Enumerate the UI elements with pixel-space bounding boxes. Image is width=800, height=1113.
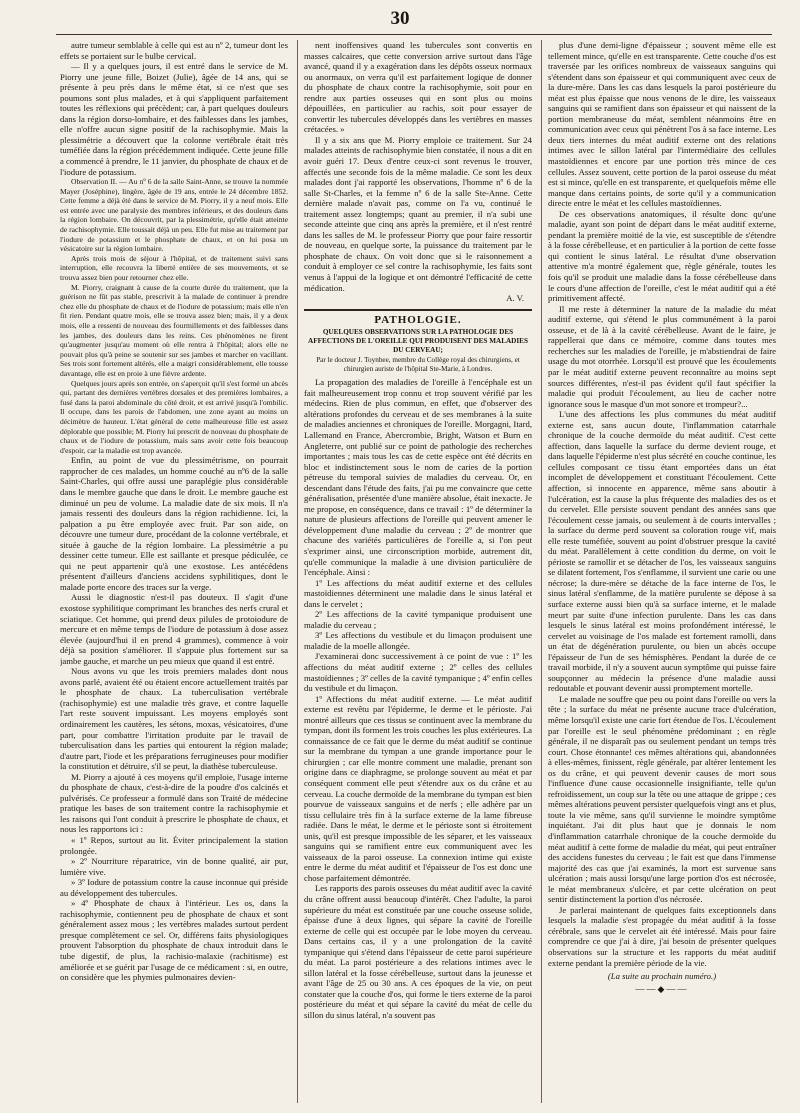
- paragraph: 1º Les affections du méat auditif externe et des cellules mastoïdiennes déterminent une maladie dans le sinus latéral et dans le cervelet ;: [304, 577, 532, 609]
- header-rule: [56, 34, 772, 35]
- paragraph: Quelques jours après son entrée, on s'aperçoit qu'il s'est formé un abcès qui, partant des dernières vertèbres dorsales et des premières lombaires, a fusé dans la paroi abdominale du côté droit, et est arrivé jusqu'à l'ombilic. Il occupe, dans les parois de l'abdomen, une zone ayant au moins un décimètre de hauteur. L'état général de cette malheureuse fille est assez déplorable que possible; M. Piorry lui prescrit de nouveau du phosphate de chaux et de l'iodure de potassium, mais sans avoir cette fois beaucoup d'espoir, car la maladie est trop avancée.: [60, 378, 288, 455]
- pathology-article-continued: [548, 40, 776, 968]
- column-middle: [304, 40, 532, 1103]
- paragraph: Observation II. — Au nº 6 de la salle Saint-Anne, se trouve la nommée Mayer (Joséphine), lingère, âgée de 19 ans, entrée le 24 décembre 1852. Cette femme a déjà été dans le service de M. Piorry, il y a neuf mois. Elle est entrée avec une paralysie des membres inférieurs, et des douleurs dans la région lombaire. On découvrit, par la plessimétrie, qu'elle était atteinte de rachisophymie. Elle toussait déjà un peu. Elle fut mise au traitement par l'iodure de potassium et le phosphate de chaux, et on lui posa un vésicatoire sur la région lombaire.: [60, 177, 288, 254]
- paragraph: Je parlerai maintenant de quelques faits exceptionnels dans lesquels la maladie s'est propagée du méat auditif à la fosse cérébrale, sans que le cervelet ait été intéressé. Mais pour faire comprendre ce que j'ai à dire, j'ai besoin de présenter quelques observations sur la structure et les rapports du méat auditif externe pendant la première période de la vie.: [548, 904, 776, 968]
- paragraph: De ces observations anatomiques, il résulte donc qu'une maladie, ayant son point de départ dans le méat auditif externe, pendant la première moitié de la vie, est susceptible de s'étendre à la fosse cérébelleuse, et en particulier à la portion de cette fosse qui contient le sinus latéral. Le résultat d'une observation attentive m'a montré également que, règle générale, toutes les fois qu'il se produit une maladie dans la fosse cérébelleuse dans le cours d'une affection de l'oreille, c'est le méat auditif qui a été primitivement affecté.: [548, 208, 776, 304]
- paragraph: 2º Les affections de la cavité tympanique produisent une maladie du cerveau ;: [304, 609, 532, 630]
- article-signature: A. V.: [506, 293, 524, 304]
- paragraph: « 1º Repos, surtout au lit. Éviter principalement la station prolongée.: [60, 835, 288, 856]
- paragraph: » 3º Iodure de potassium contre la cause inconnue qui préside au développement des tubercules.: [60, 877, 288, 898]
- paragraph: autre tumeur semblable à celle qui est au nº 2, tumeur dont les effets se portaient sur le bulbe cervical.: [60, 40, 288, 61]
- end-ornament: ——◆——: [635, 983, 689, 994]
- paragraph: Enfin, au point de vue du plessimétrisme, on pourrait rapprocher de ces malades, un homme couché au nº6 de la salle Saint-Charles, qui offre aussi une paraplégie plus considérable dans le membre gauche que dans le droit. Le membre gauche est diminué un peu de volume. La maladie date de six mois. Il n'a jamais ressenti des douleurs dans la région rachidienne. Ici, la palpation a pu être employée avec fruit. Par son aide, on découvre une tumeur dure, procédant de la colonne vertébrale, et située à gauche de la région lombaire. La plessimétrie a pu dessiner cette tumeur. Elle est saillante et presque pédiculée, ce qui ne peut appartenir qu'à une exostose. Les antécédens présentent d'ailleurs d'anciens accidens syphilitiques, dont le malade porte encore des traces sur la verge.: [60, 455, 288, 592]
- paragraph: Il y a six ans que M. Piorry emploie ce traitement. Sur 24 malades atteints de rachisophymie bien constatée, il nous a dit en avoir guéri 17. Deux d'entre ceux-ci sont revenus le trouver, affectés une seconde fois de la même maladie. Ce sont les deux malades dont j'ai rapporté les observations, l'homme nº 6 de la salle St-Charles, et la femme nº 6 de la salle Ste-Anne. Cette dernière malade n'avait pas, comme on l'a vu, continué le traitement assez longtemps; quant au premier, il n'a subi une seconde atteinte que cinq ans après la première, et il n'est rentré dans les salles de M. le professeur Piorry que pour faire ressortir de nouveau, en quelque sorte, la puissance du traitement par le phosphate de chaux. On voit donc que si le raisonnement a conduit à employer ce sel contre la rachisophymie, les faits sont venus à l'appui de la logique et ont démontré l'efficacité de cette médication.: [304, 134, 532, 293]
- column-right: [548, 40, 776, 1103]
- paragraph: — Il y a quelques jours, il est entré dans le service de M. Piorry une jeune fille, Boizet (Julie), âgée de 14 ans, qui se présente à peu près dans le même état, si ce n'est que ses poumons sont plus malades, et à qui s'appliquent parfaitement toutes les réflexions qui précèdent; car, à part quelques douleurs dans la région dorso-lombaire, et des faiblesses dans les jambes, elle n'offre aucun signe positif de la rachisophymie. Mais la plessimétrie a découvert que la colonne vertébrale était très tuméfiée dans la région précédemment indiquée. Cette jeune fille a commencé à prendre, le 11 janvier, du phosphate de chaux et de l'iodure de potassium.: [60, 61, 288, 177]
- continuation-note: (La suite au prochain numéro.): [607, 971, 717, 982]
- column-divider: [297, 40, 298, 1103]
- paragraph: 1º Affections du méat auditif externe. — Le méat auditif externe est revêtu par l'épiderme, le derme et le périoste. J'ai montré ailleurs que ces tissus se continuent avec la membrane du tympan, dont ils forment les trois couches les plus extérieures. La connaissance de ce fait que le derme du méat auditif se continue sur la membrane du tympan a une grande importance pour le chirurgien ; car elle montre comment une maladie, prenant son origine dans ce diaphragme, se prolonge souvent au méat et par conséquent comment elle peut s'étendre aux os du crâne et au cerveau. La couche dermoïde de la membrane du tympan est bien pourvue de vaisseaux sanguins et de nerfs ; elle adhère par un tissu cellulaire très fin à la surface externe de la lame fibreuse radiée. Dans le méat, le derme et le périoste sont si étroitement unis, qu'il est presque impossible de les séparer, et les vaisseaux sanguins qui se ramifient entre eux communiquent avec les vaisseaux de la paroi osseuse. La connexion intime qui existe entre le derme du méat auditif et l'épaisseur de l'os est donc une chose parfaitement démontrée.: [304, 693, 532, 883]
- paragraph: plus d'une demi-ligne d'épaisseur ; souvent même elle est tellement mince, qu'elle en est transparente. Cette couche d'os est traversée par les orifices nombreux de vaisseaux sanguins qui s'étendent dans son épaisseur et qui communiquent avec ceux de la dure-mère. Dans les cas dans lesquels la paroi postérieure du méat est plus épaisse que nous venons de le dire, les vaisseaux sanguins qui se ramifient dans son épaisseur et qui naissent de la portion membraneuse du méat, semblent néanmoins être en communication avec ceux qui pénètrent l'os à sa face interne. Les deux tiers internes du méat auditif externe ont des relations intimes avec le sillon latéral par l'intermédiaire des cellules mastoïdiennes et encore par une portion très mince de ces cellules. Assez souvent, cette portion de la paroi osseuse du méat est si mince, qu'elle en est transparente, et quelquefois même elle manque dans certains points, de sorte qu'il y a communication directe entre le méat et les cellules mastoïdiennes.: [548, 40, 776, 209]
- paragraph: M. Piorry, craignant à cause de la courte durée du traitement, que la guérison ne fût pas stable, prescrivit à la malade de continuer à prendre chez elle du phosphate de chaux et de l'iodure de potassium; mais elle n'en fit rien. Pendant quatre mois, elle se trouva assez bien; mais, il y a deux mois, elle a ressenti de nouveau des fourmillements et des faiblesses dans les jambes, des douleurs dans les reins. Ces phénomènes ne firent qu'augmenter jusqu'au moment où elle rentra à l'hôpital; alors elle ne pouvait plus qu'à peine se soutenir sur ses jambes et marcher en vacillant. Ses trois sont fortement altérés, elle a maigri considérablement, elle tousse davantage, elle est en proie à une fièvre ardente.: [60, 282, 288, 378]
- pathology-article-body: [304, 377, 532, 1020]
- column-divider: [541, 40, 542, 1103]
- section-title: PATHOLOGIE.: [304, 309, 532, 326]
- paragraph: L'une des affections les plus communes du méat auditif externe est, sans aucun doute, l'inflammation catarrhale chronique de la couche dermoïde du méat auditif. C'est cette affection, dans laquelle la surface du derme devient rouge, et dans laquelle l'épiderme n'est plus sécrété en couche continue, les cellules composant ce tissu étant emportées dans un état incomplet de développement et constituant l'écoulement. Cette affection, si innocente en apparence, même sans aboutir à l'ulcération, est la cause la plus fréquente des maladies des os et du cervelet. Elle persiste souvent pendant des années sans que l'écoulement cesse jamais, ou seulement à de courts intervalles ; la surface du derme perd souvent sa coloration rouge vif, mais elle reste tuméfiée, souvent au point d'obstruer presque la cavité du méat. Parallèlement à cette condition du derme, on voit le périoste se ramollir et se détacher de l'os, les vaisseaux sanguins se dilatent fortement, l'os s'enflamme, il survient une carie ou une nécrose; la dure-mère se détache de la face interne de l'os, le sinus latéral s'enflamme, de la matière purulente se dépose à sa surface externe aussi bien qu'à sa surface interne, et le malade meurt par suite d'une infection purulente. Dans les cas dans lesquels le sinus latéral est moins profondément intéressé, le cervelet au voisinage de l'os malade est fortement ramolli, dans un état de dégénération purulente, ou bien un abcès occupe l'épaisseur de l'un de ses hémisphères. Pendant la durée de ce travail morbide, il n'y a souvent aucun symptôme qui puisse faire soupçonner au médecin la présence d'une maladie aussi redoutable et pouvant devenir aussi promptement mortelle.: [548, 409, 776, 694]
- paragraph: nent inoffensives quand les tubercules sont convertis en masses calcaires, que cette conversion arrive surtout dans l'âge avancé, quand il y a exagération dans les dépôts osseux normaux ou anormaux, on verra qu'il est parfaitement logique de donner du phosphate de chaux contre la rachisophymie, soit pour en rendre aux parties osseuses qui en sont plus ou moins dépouillées, en particulier au rachis, soit pour essayer de convertir les tubercules développés dans les vertèbres en masses crétacées. »: [304, 40, 532, 135]
- paragraph: J'examinerai donc successivement à ce point de vue : 1º les affections du méat auditif externe ; 2º celles des cellules mastoïdiennes ; 3º celles de la cavité tympanique ; 4º enfin celles du vestibule et du limaçon.: [304, 651, 532, 694]
- paragraph: Aussi le diagnostic n'est-il pas douteux. Il s'agit d'une exostose syphilitique comprimant les branches des nerfs crural et sciatique. Cet homme, qui prend deux pilules de protoiodure de mercure et en même temps de l'iodure de potassium à dose assez élevée (aujourd'hui il en prend 4 grammes), commence à voir déjà sa position s'améliorer. Il s'appuie plus fortement sur sa jambe gauche, et marche un peu mieux que quand il est entré.: [60, 592, 288, 666]
- author-line: Par le docteur J. Toynbee, membre du Collège royal des chirurgiens, et chirurgien auriste de l'hôpital Ste-Marie, à Londres.: [316, 356, 520, 374]
- paragraph: La propagation des maladies de l'oreille à l'encéphale est un fait malheureusement trop connu et trop souvent vérifié par les médecins. Rien de plus commun, en effet, que d'observer des altérations profondes du cerveau et de ses membranes à la suite de maladies anciennes et chroniques de l'oreille. Morgagni, Itard, Lallemand en France, Abercrombie, Bright, Watson et Burn en Angleterre, ont publié sur ce point de pathologie des recherches importantes ; mais tous les cas de cette espèce ont été décrits en bloc et indistinctement sous le nom de caries de la portion pétreuse du temporal suivies de maladies du cerveau. Or, en descendant dans l'étude des faits, j'ai pu me convaincre que cette généralisation, présentée d'une manière absolue, était inexacte. Je me propose, en conséquence, dans ce travail : 1º de déterminer la nature de plusieurs affections de l'oreille qui peuvent amener le développement d'une maladie du cerveau ; 2º de montrer que chacune des variétés particulières de l'oreille a, si l'on peut s'exprimer ainsi, une circonscription morbide, autrement dit, qu'elle communique la maladie à une division particulière de l'encéphale. Ainsi :: [304, 377, 532, 578]
- paragraph: Après trois mois de séjour à l'hôpital, et de traitement suivi sans interruption, elle recouvra la liberté entière de ses mouvements, et se trouva assez bien pour retourner chez elle.: [60, 253, 288, 283]
- paragraph: M. Piorry a ajouté à ces moyens qu'il emploie, l'usage interne du phosphate de chaux, c'est-à-dire de la poudre d'os calcinés et pulvérisés. Ce professeur a formulé dans son Traité de médecine pratique les bases de son traitement contre la rachisophymie et les raisons qui l'ont conduit à prescrire le phosphate de chaux, et nous les rapportons ici :: [60, 771, 288, 835]
- paragraph: Le malade ne souffre que peu ou point dans l'oreille ou vers la tête ; la surface du méat ne présente aucune trace d'ulcération, même lorsqu'il existe une carie fort étendue de l'os. L'écoulement par l'oreille est le seul phénomène prédominant ; en règle générale, il ne disparaît pas ou seulement pendant un temps très court. Chose étonnante! ces mêmes altérations qui, abandonnées à elles-mêmes, finissent, règle générale, par altérer lentement les os du crâne, et qui peuvent devenir causes de mort sous l'influence d'une cause occasionnelle insignifiante, telle qu'un refroidissement, un coup sur la tête ou une attaque de grippe ; ces mêmes altérations peuvent persister quelquefois vingt ans et plus, toute la vie même, sans qu'il survienne le moindre symptôme inquiétant. J'ai dit plus haut que je donnais le nom d'inflammation catarrhale chronique de la couche dermoïde du méat auditif à cette forme de maladie du méat, qui peut entraîner des accidens funestes du cerveau ; le fait est que dans l'immense majorité des cas que j'ai examinés, la mort est survenue sans ulcération ; mais aussi lorsqu'une large portion d'os est nécrosée, le méat membraneux s'ulcère, et par cette ulcération on peut sentir distinctement la portion d'os nécrosée.: [548, 693, 776, 905]
- paragraph: » 2º Nourriture réparatrice, vin de bonne qualité, air pur, lumière vive.: [60, 856, 288, 877]
- column-left: [60, 40, 288, 1103]
- paragraph: Les rapports des parois osseuses du méat auditif avec la cavité du crâne offrent aussi beaucoup d'intérêt. Chez l'adulte, la paroi supérieure du méat est constituée par une couche osseuse solide, épaisse d'une à deux lignes, qui sépare la cavité de l'oreille externe de celle qui est occupée par le lobe moyen du cerveau. Dans certains cas, il y a une prolongation de la cavité tympanique qui s'étend dans l'épaisseur de cette paroi supérieure du méat. La paroi postérieure a des relations intimes avec le sillon latéral et la fosse cérébelleuse, surtout dans la jeunesse et avant l'âge de 25 ou 30 ans. A ces époques de la vie, on peut constater que la couche d'os, qui forme le tiers externe de la paroi postérieure du méat et qui sépare la cavité du méat de celle du sillon du sinus latéral, n'a souvent pas: [304, 883, 532, 1021]
- paragraph: 3º Les affections du vestibule et du limaçon produisent une maladie de la moelle allongée.: [304, 630, 532, 651]
- paragraph: Il me reste à déterminer la nature de la maladie du méat auditif externe, qui s'étend le plus communément à la paroi osseuse, et de là à la cavité cérébelleuse. Avant de le faire, je rappellerai que dans ce mémoire, comme dans toutes mes recherches sur les maladies de l'oreille, je m'abstiendrai de faire usage du mot otorrhée. Lorsqu'il est prouvé que les écoulements par le méat auditif externe peuvent reconnaître au moins sept sources différentes, n'est-il pas évident qu'il faut spécifier la maladie qui produit l'écoulement, au lieu de cacher notre ignorance sous le masque d'un mot sonore et trompeur?...: [548, 303, 776, 409]
- therapy-article-end: [304, 40, 532, 293]
- article-title: QUELQUES OBSERVATIONS SUR LA PATHOLOGIE DES AFFECTIONS DE L'OREILLE QUI PRODUISENT DES MALADIES DU CERVEAU;: [308, 328, 528, 355]
- page-number: 30: [390, 8, 410, 29]
- paragraph: » 4º Phosphate de chaux à l'intérieur. Les os, dans la rachisophymie, contiennent peu de phosphate de chaux et sont généralement assez mous ; les vertèbres malades surtout perdent presque complètement ce sel. Or, différens faits physiologiques prouvent l'absorption du phosphate de chaux introduit dans le tube digestif, de plus, la rachisio-malaxie (rachitisme) est améliorée et se guérit par l'usage de ce médicament : si, en outre, on considère que les phymies pulmonaires devien-: [60, 898, 288, 983]
- paragraph: Nous avons vu que les trois premiers malades dont nous avons parlé, avaient été ou étaient encore actuellement traités par le phosphate de chaux. La tuberculisation vertébrale (rachisophymie) est une maladie très grave, et contre laquelle l'art reste souvent impuissant. Les moyens employés sont ordinairement les cautères, les sétons, moxas, vésicatoires, d'une part, pour combattre l'irritation produite par le travail de tuberculisation dans les parties qui entourent la région malade; d'autre part, l'iode et les préparations ferrugineuses pour modifier la constitution et détruire, s'il se peut, la diathèse tuberculeuse.: [60, 666, 288, 772]
